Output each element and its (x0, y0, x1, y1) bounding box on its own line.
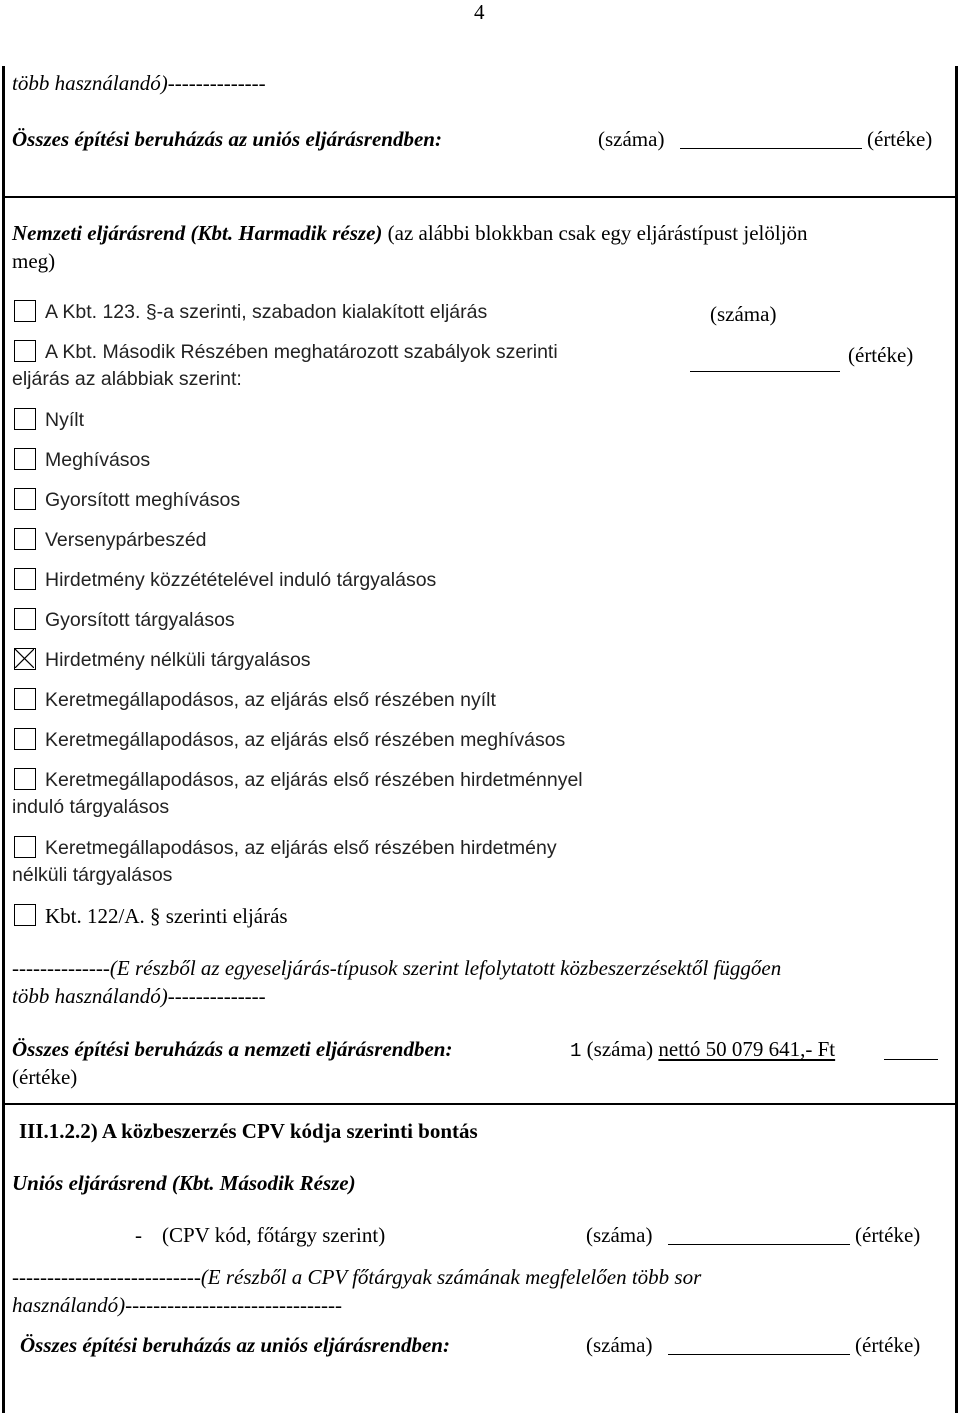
national-total-values (570, 1036, 835, 1064)
page-number: 4 (474, 0, 485, 24)
option-label-keret-hirdetmennyel: Keretmegállapodásos, az eljárás első részében hirdetménnyel (45, 769, 583, 791)
section-divider-2 (2, 1103, 958, 1105)
option-checkbox-keret-hirdetmeny-nelkuli[interactable] (14, 836, 36, 858)
national-heading-line2: meg) (12, 249, 56, 273)
option-checkbox-hirdetmeny-nelkuli[interactable] (14, 648, 36, 670)
frame-left-border (2, 66, 5, 1413)
option-label-keret-hirdetmeny-nelkuli-line2: nélküli tárgyalásos (12, 864, 173, 886)
national-value-blank[interactable] (690, 353, 840, 372)
cpv-separator-line1: ---------------------------(E részből a CPV főtárgyak számának megfelelően több sor (12, 1265, 702, 1289)
national-heading (12, 220, 808, 246)
option-label-versenyparbeszed: Versenypárbeszéd (45, 529, 207, 551)
cpv-row-label: (CPV kód, főtárgy szerint) (162, 1223, 386, 1247)
national-total-label: Összes építési beruházás a nemzeti eljárásrendben: (12, 1037, 453, 1061)
eu-total-label: Összes építési beruházás az uniós eljárásrendben: (12, 127, 442, 151)
national-separator-line2: több használandó)-------------- (12, 984, 266, 1008)
eu-total-count-label: (száma) (598, 127, 665, 151)
cpv-total-label: Összes építési beruházás az uniós eljárásrendben: (20, 1333, 450, 1357)
option-label-gyorsitott-meghivasos: Gyorsított meghívásos (45, 489, 241, 511)
option-label-122a: Kbt. 122/A. § szerinti eljárás (45, 904, 288, 928)
cpv-total-value-label: (értéke) (855, 1333, 921, 1357)
cpv-row-value-label: (értéke) (855, 1223, 921, 1247)
option-checkbox-gyorsitott-targyalasos[interactable] (14, 608, 36, 630)
checkbox-cross-icon (15, 649, 34, 668)
option-checkbox-keret-hirdetmennyel[interactable] (14, 768, 36, 790)
cpv-row-dash: - (135, 1223, 142, 1247)
option-checkbox-nyilt[interactable] (14, 408, 36, 430)
cpv-row-count-label: (száma) (586, 1223, 653, 1247)
option-checkbox-keret-nyilt[interactable] (14, 688, 36, 710)
section-divider-1 (2, 196, 958, 198)
option-label-hirdetmeny-kozzetetelevel: Hirdetmény közzétételével induló tárgyalásos (45, 569, 437, 591)
national-heading-rest: (az alábbi blokkban csak egy eljárástípust jelöljön (382, 221, 808, 245)
national-value-label: (értéke) (848, 343, 914, 367)
national-total-count[interactable]: 1 (570, 1040, 582, 1062)
option-checkbox-meghivasos[interactable] (14, 448, 36, 470)
cpv-subheading: Uniós eljárásrend (Kbt. Második Része) (12, 1171, 356, 1195)
option-checkbox-versenyparbeszed[interactable] (14, 528, 36, 550)
option-label-hirdetmeny-nelkuli: Hirdetmény nélküli tárgyalásos (45, 649, 311, 671)
option-label-keret-nyilt: Keretmegállapodásos, az eljárás első részében nyílt (45, 689, 496, 711)
cpv-heading: III.1.2.2) A közbeszerzés CPV kódja szerinti bontás (19, 1119, 478, 1143)
option-label-nyilt: Nyílt (45, 409, 84, 431)
national-heading-bold: Nemzeti eljárásrend (Kbt. Harmadik része) (12, 221, 383, 245)
national-total-count-label: (száma) (586, 1037, 654, 1061)
option-label-second-part-line2: eljárás az alábbiak szerint: (12, 368, 242, 390)
option-label-123: A Kbt. 123. §-a szerinti, szabadon kialakított eljárás (45, 301, 488, 323)
option-label-meghivasos: Meghívásos (45, 449, 151, 471)
national-total-value-label: (értéke) (12, 1065, 78, 1089)
option-checkbox-second-part[interactable] (14, 340, 36, 362)
cpv-separator-line2: használandó)------------------------------- (12, 1293, 342, 1317)
national-total-value-tail (884, 1041, 938, 1060)
option-label-keret-hirdetmennyel-line2: induló tárgyalásos (12, 796, 170, 818)
cpv-total-count-label: (száma) (586, 1333, 653, 1357)
cpv-row-value-blank[interactable] (668, 1226, 850, 1245)
national-total-value[interactable]: nettó 50 079 641,- Ft (658, 1037, 836, 1061)
option-label-gyorsitott-targyalasos: Gyorsított tárgyalásos (45, 609, 235, 631)
option-checkbox-122a[interactable] (14, 904, 36, 926)
separator-tail-top: több használandó)-------------- (12, 71, 266, 95)
option-checkbox-gyorsitott-meghivasos[interactable] (14, 488, 36, 510)
eu-total-value-label: (értéke) (867, 127, 933, 151)
option-checkbox-keret-meghivasos[interactable] (14, 728, 36, 750)
national-count-label: (száma) (710, 302, 777, 326)
option-label-keret-meghivasos: Keretmegállapodásos, az eljárás első részében meghívásos (45, 729, 566, 751)
option-label-keret-hirdetmeny-nelkuli: Keretmegállapodásos, az eljárás első részében hirdetmény (45, 837, 557, 859)
national-separator-line1: --------------(E részből az egyeseljárás-típusok szerint lefolytatott közbeszerzésektől függően (12, 956, 782, 980)
eu-total-value-blank[interactable] (680, 130, 862, 149)
cpv-total-value-blank[interactable] (668, 1336, 850, 1355)
option-checkbox-hirdetmeny-kozzetetelevel[interactable] (14, 568, 36, 590)
frame-right-border (955, 66, 958, 1413)
option-checkbox-123[interactable] (14, 300, 36, 322)
option-label-second-part: A Kbt. Második Részében meghatározott szabályok szerinti (45, 341, 558, 363)
